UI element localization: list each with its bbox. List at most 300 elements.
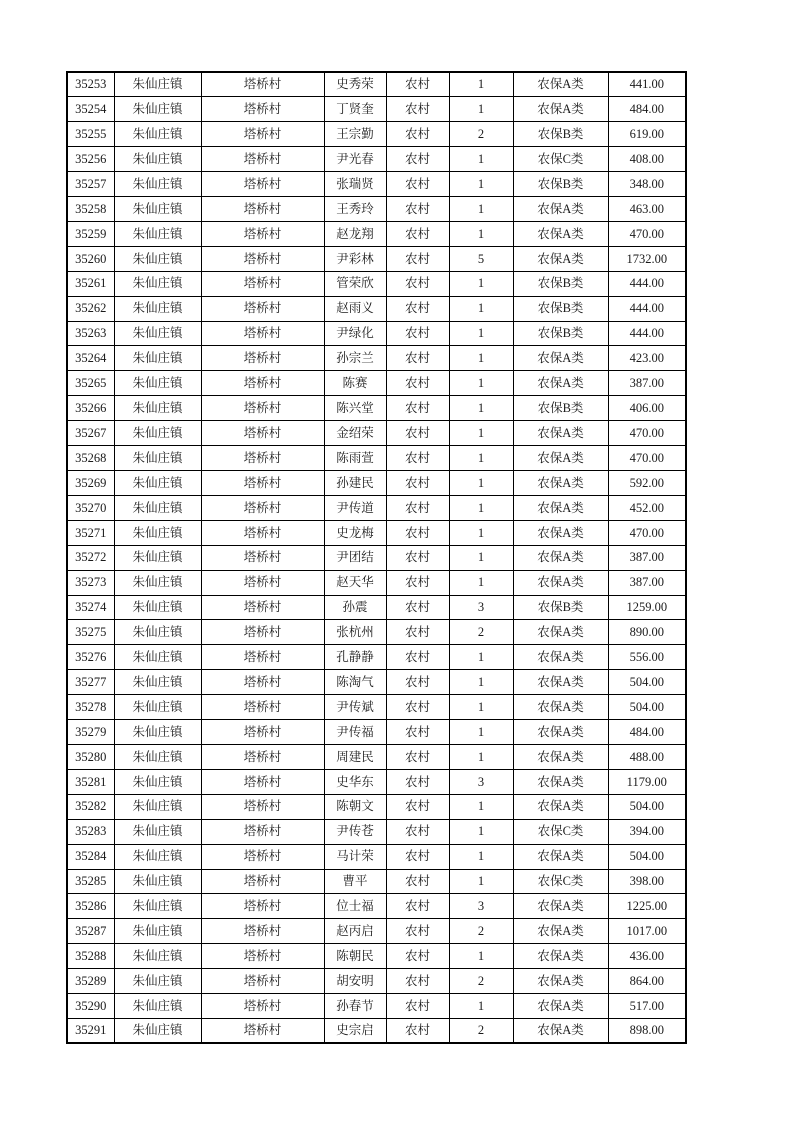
amount-cell: 1732.00 (608, 246, 686, 271)
record-id-cell: 35259 (67, 221, 114, 246)
town-cell: 朱仙庄镇 (114, 421, 201, 446)
person-count-cell: 1 (449, 819, 513, 844)
record-id-cell: 35285 (67, 869, 114, 894)
insurance-category-cell: 农保A类 (513, 471, 608, 496)
person-count-cell: 3 (449, 769, 513, 794)
town-cell: 朱仙庄镇 (114, 197, 201, 222)
person-count-cell: 1 (449, 869, 513, 894)
town-cell: 朱仙庄镇 (114, 471, 201, 496)
household-type-cell: 农村 (386, 446, 449, 471)
household-type-cell: 农村 (386, 271, 449, 296)
record-id-cell: 35277 (67, 670, 114, 695)
person-count-cell: 1 (449, 720, 513, 745)
person-name-cell: 管荣欣 (324, 271, 386, 296)
person-name-cell: 孔静静 (324, 645, 386, 670)
household-type-cell: 农村 (386, 769, 449, 794)
person-name-cell: 尹传苍 (324, 819, 386, 844)
insurance-category-cell: 农保B类 (513, 122, 608, 147)
village-cell: 塔桥村 (201, 197, 324, 222)
amount-cell: 387.00 (608, 545, 686, 570)
person-count-cell: 1 (449, 97, 513, 122)
record-id-cell: 35276 (67, 645, 114, 670)
person-name-cell: 史宗启 (324, 1018, 386, 1043)
table-row (67, 545, 686, 570)
insurance-category-cell: 农保A类 (513, 495, 608, 520)
village-cell: 塔桥村 (201, 421, 324, 446)
village-cell: 塔桥村 (201, 72, 324, 97)
person-count-cell: 1 (449, 994, 513, 1019)
amount-cell: 408.00 (608, 147, 686, 172)
village-cell: 塔桥村 (201, 321, 324, 346)
table-row (67, 221, 686, 246)
household-type-cell: 农村 (386, 296, 449, 321)
household-type-cell: 农村 (386, 122, 449, 147)
record-id-cell: 35257 (67, 172, 114, 197)
person-count-cell: 1 (449, 695, 513, 720)
record-id-cell: 35269 (67, 471, 114, 496)
person-name-cell: 金绍荣 (324, 421, 386, 446)
village-cell: 塔桥村 (201, 545, 324, 570)
table-row (67, 197, 686, 222)
household-type-cell: 农村 (386, 147, 449, 172)
amount-cell: 488.00 (608, 744, 686, 769)
insurance-category-cell: 农保A类 (513, 969, 608, 994)
town-cell: 朱仙庄镇 (114, 371, 201, 396)
household-type-cell: 农村 (386, 969, 449, 994)
person-count-cell: 3 (449, 595, 513, 620)
household-type-cell: 农村 (386, 794, 449, 819)
household-type-cell: 农村 (386, 246, 449, 271)
town-cell: 朱仙庄镇 (114, 72, 201, 97)
record-id-cell: 35286 (67, 894, 114, 919)
insurance-category-cell: 农保A类 (513, 919, 608, 944)
person-count-cell: 2 (449, 620, 513, 645)
amount-cell: 387.00 (608, 570, 686, 595)
amount-cell: 556.00 (608, 645, 686, 670)
village-cell: 塔桥村 (201, 969, 324, 994)
village-cell: 塔桥村 (201, 471, 324, 496)
village-cell: 塔桥村 (201, 670, 324, 695)
amount-cell: 441.00 (608, 72, 686, 97)
household-type-cell: 农村 (386, 844, 449, 869)
village-cell: 塔桥村 (201, 396, 324, 421)
record-id-cell: 35256 (67, 147, 114, 172)
record-id-cell: 35271 (67, 520, 114, 545)
record-id-cell: 35280 (67, 744, 114, 769)
table-row (67, 321, 686, 346)
record-id-cell: 35283 (67, 819, 114, 844)
village-cell: 塔桥村 (201, 695, 324, 720)
insurance-category-cell: 农保A类 (513, 197, 608, 222)
town-cell: 朱仙庄镇 (114, 495, 201, 520)
person-count-cell: 3 (449, 894, 513, 919)
table-row (67, 246, 686, 271)
person-count-cell: 5 (449, 246, 513, 271)
household-type-cell: 农村 (386, 321, 449, 346)
village-cell: 塔桥村 (201, 894, 324, 919)
town-cell: 朱仙庄镇 (114, 645, 201, 670)
insurance-category-cell: 农保C类 (513, 869, 608, 894)
person-name-cell: 史华东 (324, 769, 386, 794)
amount-cell: 463.00 (608, 197, 686, 222)
village-cell: 塔桥村 (201, 221, 324, 246)
person-name-cell: 孙建民 (324, 471, 386, 496)
insurance-category-cell: 农保A类 (513, 221, 608, 246)
insurance-category-cell: 农保A类 (513, 570, 608, 595)
household-type-cell: 农村 (386, 645, 449, 670)
amount-cell: 436.00 (608, 944, 686, 969)
household-type-cell: 农村 (386, 944, 449, 969)
village-cell: 塔桥村 (201, 147, 324, 172)
table-row (67, 570, 686, 595)
person-name-cell: 孙宗兰 (324, 346, 386, 371)
person-count-cell: 1 (449, 570, 513, 595)
village-cell: 塔桥村 (201, 246, 324, 271)
table-row (67, 595, 686, 620)
pension-data-table (66, 71, 687, 1044)
insurance-category-cell: 农保A类 (513, 720, 608, 745)
person-count-cell: 1 (449, 371, 513, 396)
record-id-cell: 35281 (67, 769, 114, 794)
record-id-cell: 35253 (67, 72, 114, 97)
household-type-cell: 农村 (386, 595, 449, 620)
town-cell: 朱仙庄镇 (114, 545, 201, 570)
amount-cell: 348.00 (608, 172, 686, 197)
insurance-category-cell: 农保A类 (513, 620, 608, 645)
village-cell: 塔桥村 (201, 744, 324, 769)
household-type-cell: 农村 (386, 221, 449, 246)
town-cell: 朱仙庄镇 (114, 321, 201, 346)
table-row (67, 471, 686, 496)
person-name-cell: 张瑞贤 (324, 172, 386, 197)
amount-cell: 1225.00 (608, 894, 686, 919)
household-type-cell: 农村 (386, 72, 449, 97)
table-row (67, 844, 686, 869)
person-name-cell: 尹传斌 (324, 695, 386, 720)
table-row (67, 520, 686, 545)
person-name-cell: 尹传道 (324, 495, 386, 520)
record-id-cell: 35275 (67, 620, 114, 645)
table-row (67, 944, 686, 969)
household-type-cell: 农村 (386, 396, 449, 421)
insurance-category-cell: 农保B类 (513, 172, 608, 197)
person-name-cell: 孙震 (324, 595, 386, 620)
village-cell: 塔桥村 (201, 620, 324, 645)
table-row (67, 794, 686, 819)
town-cell: 朱仙庄镇 (114, 794, 201, 819)
town-cell: 朱仙庄镇 (114, 670, 201, 695)
household-type-cell: 农村 (386, 620, 449, 645)
record-id-cell: 35288 (67, 944, 114, 969)
town-cell: 朱仙庄镇 (114, 620, 201, 645)
record-id-cell: 35262 (67, 296, 114, 321)
insurance-category-cell: 农保A类 (513, 744, 608, 769)
amount-cell: 1017.00 (608, 919, 686, 944)
amount-cell: 470.00 (608, 520, 686, 545)
person-count-cell: 2 (449, 919, 513, 944)
table-row (67, 894, 686, 919)
record-id-cell: 35289 (67, 969, 114, 994)
town-cell: 朱仙庄镇 (114, 894, 201, 919)
town-cell: 朱仙庄镇 (114, 271, 201, 296)
insurance-category-cell: 农保A类 (513, 371, 608, 396)
town-cell: 朱仙庄镇 (114, 919, 201, 944)
village-cell: 塔桥村 (201, 819, 324, 844)
insurance-category-cell: 农保A类 (513, 246, 608, 271)
person-count-cell: 1 (449, 321, 513, 346)
person-count-cell: 1 (449, 421, 513, 446)
person-count-cell: 2 (449, 1018, 513, 1043)
amount-cell: 470.00 (608, 221, 686, 246)
amount-cell: 394.00 (608, 819, 686, 844)
person-name-cell: 王秀玲 (324, 197, 386, 222)
person-name-cell: 胡安明 (324, 969, 386, 994)
record-id-cell: 35263 (67, 321, 114, 346)
person-count-cell: 1 (449, 520, 513, 545)
insurance-category-cell: 农保C类 (513, 819, 608, 844)
town-cell: 朱仙庄镇 (114, 97, 201, 122)
table-row (67, 421, 686, 446)
insurance-category-cell: 农保B类 (513, 296, 608, 321)
record-id-cell: 35274 (67, 595, 114, 620)
amount-cell: 484.00 (608, 720, 686, 745)
town-cell: 朱仙庄镇 (114, 570, 201, 595)
amount-cell: 504.00 (608, 794, 686, 819)
record-id-cell: 35266 (67, 396, 114, 421)
person-count-cell: 1 (449, 645, 513, 670)
household-type-cell: 农村 (386, 545, 449, 570)
town-cell: 朱仙庄镇 (114, 446, 201, 471)
table-row (67, 122, 686, 147)
person-name-cell: 陈雨萱 (324, 446, 386, 471)
insurance-category-cell: 农保A类 (513, 894, 608, 919)
person-name-cell: 尹绿化 (324, 321, 386, 346)
person-count-cell: 1 (449, 396, 513, 421)
person-count-cell: 1 (449, 744, 513, 769)
record-id-cell: 35264 (67, 346, 114, 371)
amount-cell: 517.00 (608, 994, 686, 1019)
insurance-category-cell: 农保B类 (513, 595, 608, 620)
town-cell: 朱仙庄镇 (114, 744, 201, 769)
household-type-cell: 农村 (386, 570, 449, 595)
amount-cell: 890.00 (608, 620, 686, 645)
table-row (67, 271, 686, 296)
household-type-cell: 农村 (386, 197, 449, 222)
town-cell: 朱仙庄镇 (114, 720, 201, 745)
person-name-cell: 尹彩林 (324, 246, 386, 271)
town-cell: 朱仙庄镇 (114, 994, 201, 1019)
village-cell: 塔桥村 (201, 446, 324, 471)
amount-cell: 423.00 (608, 346, 686, 371)
person-count-cell: 1 (449, 197, 513, 222)
table-row (67, 819, 686, 844)
village-cell: 塔桥村 (201, 172, 324, 197)
town-cell: 朱仙庄镇 (114, 819, 201, 844)
household-type-cell: 农村 (386, 172, 449, 197)
amount-cell: 470.00 (608, 446, 686, 471)
household-type-cell: 农村 (386, 421, 449, 446)
town-cell: 朱仙庄镇 (114, 396, 201, 421)
insurance-category-cell: 农保B类 (513, 271, 608, 296)
table-row (67, 495, 686, 520)
person-count-cell: 1 (449, 346, 513, 371)
town-cell: 朱仙庄镇 (114, 1018, 201, 1043)
insurance-category-cell: 农保A类 (513, 1018, 608, 1043)
amount-cell: 470.00 (608, 421, 686, 446)
record-id-cell: 35258 (67, 197, 114, 222)
person-name-cell: 陈朝文 (324, 794, 386, 819)
person-name-cell: 尹光春 (324, 147, 386, 172)
table-row (67, 371, 686, 396)
town-cell: 朱仙庄镇 (114, 844, 201, 869)
person-name-cell: 赵天华 (324, 570, 386, 595)
amount-cell: 387.00 (608, 371, 686, 396)
village-cell: 塔桥村 (201, 122, 324, 147)
village-cell: 塔桥村 (201, 919, 324, 944)
person-count-cell: 1 (449, 271, 513, 296)
table-row (67, 869, 686, 894)
village-cell: 塔桥村 (201, 794, 324, 819)
household-type-cell: 农村 (386, 869, 449, 894)
village-cell: 塔桥村 (201, 296, 324, 321)
record-id-cell: 35260 (67, 246, 114, 271)
village-cell: 塔桥村 (201, 769, 324, 794)
amount-cell: 1259.00 (608, 595, 686, 620)
household-type-cell: 农村 (386, 720, 449, 745)
village-cell: 塔桥村 (201, 346, 324, 371)
person-name-cell: 周建民 (324, 744, 386, 769)
table-row (67, 72, 686, 97)
record-id-cell: 35287 (67, 919, 114, 944)
town-cell: 朱仙庄镇 (114, 944, 201, 969)
insurance-category-cell: 农保A类 (513, 545, 608, 570)
insurance-category-cell: 农保A类 (513, 72, 608, 97)
village-cell: 塔桥村 (201, 844, 324, 869)
household-type-cell: 农村 (386, 471, 449, 496)
village-cell: 塔桥村 (201, 97, 324, 122)
town-cell: 朱仙庄镇 (114, 221, 201, 246)
person-name-cell: 赵雨义 (324, 296, 386, 321)
person-count-cell: 2 (449, 122, 513, 147)
person-count-cell: 1 (449, 794, 513, 819)
village-cell: 塔桥村 (201, 520, 324, 545)
person-count-cell: 1 (449, 72, 513, 97)
person-count-cell: 1 (449, 844, 513, 869)
person-name-cell: 陈朝民 (324, 944, 386, 969)
record-id-cell: 35290 (67, 994, 114, 1019)
table-row (67, 296, 686, 321)
person-name-cell: 史秀荣 (324, 72, 386, 97)
person-name-cell: 曹平 (324, 869, 386, 894)
person-name-cell: 位士福 (324, 894, 386, 919)
table-row (67, 919, 686, 944)
person-count-cell: 1 (449, 221, 513, 246)
person-count-cell: 1 (449, 670, 513, 695)
table-row (67, 172, 686, 197)
household-type-cell: 农村 (386, 1018, 449, 1043)
table-row (67, 769, 686, 794)
insurance-category-cell: 农保B类 (513, 321, 608, 346)
town-cell: 朱仙庄镇 (114, 969, 201, 994)
amount-cell: 504.00 (608, 670, 686, 695)
record-id-cell: 35267 (67, 421, 114, 446)
village-cell: 塔桥村 (201, 570, 324, 595)
insurance-category-cell: 农保A类 (513, 446, 608, 471)
record-id-cell: 35265 (67, 371, 114, 396)
table-row (67, 1018, 686, 1043)
household-type-cell: 农村 (386, 744, 449, 769)
town-cell: 朱仙庄镇 (114, 172, 201, 197)
insurance-category-cell: 农保A类 (513, 794, 608, 819)
person-name-cell: 丁贤奎 (324, 97, 386, 122)
table-row (67, 720, 686, 745)
amount-cell: 504.00 (608, 695, 686, 720)
table-row (67, 620, 686, 645)
household-type-cell: 农村 (386, 670, 449, 695)
table-row (67, 695, 686, 720)
table-row (67, 346, 686, 371)
town-cell: 朱仙庄镇 (114, 346, 201, 371)
household-type-cell: 农村 (386, 819, 449, 844)
record-id-cell: 35282 (67, 794, 114, 819)
record-id-cell: 35279 (67, 720, 114, 745)
village-cell: 塔桥村 (201, 1018, 324, 1043)
amount-cell: 444.00 (608, 296, 686, 321)
town-cell: 朱仙庄镇 (114, 122, 201, 147)
person-count-cell: 1 (449, 545, 513, 570)
table-row (67, 744, 686, 769)
amount-cell: 452.00 (608, 495, 686, 520)
table-row (67, 97, 686, 122)
insurance-category-cell: 农保C类 (513, 147, 608, 172)
household-type-cell: 农村 (386, 994, 449, 1019)
village-cell: 塔桥村 (201, 495, 324, 520)
insurance-category-cell: 农保A类 (513, 97, 608, 122)
town-cell: 朱仙庄镇 (114, 520, 201, 545)
insurance-category-cell: 农保A类 (513, 670, 608, 695)
village-cell: 塔桥村 (201, 595, 324, 620)
person-name-cell: 张杭州 (324, 620, 386, 645)
village-cell: 塔桥村 (201, 944, 324, 969)
person-count-cell: 1 (449, 446, 513, 471)
table-row (67, 969, 686, 994)
person-count-cell: 1 (449, 147, 513, 172)
village-cell: 塔桥村 (201, 869, 324, 894)
amount-cell: 444.00 (608, 271, 686, 296)
person-name-cell: 尹团结 (324, 545, 386, 570)
person-count-cell: 2 (449, 969, 513, 994)
record-id-cell: 35254 (67, 97, 114, 122)
record-id-cell: 35272 (67, 545, 114, 570)
amount-cell: 504.00 (608, 844, 686, 869)
town-cell: 朱仙庄镇 (114, 246, 201, 271)
village-cell: 塔桥村 (201, 994, 324, 1019)
insurance-category-cell: 农保A类 (513, 520, 608, 545)
insurance-category-cell: 农保A类 (513, 695, 608, 720)
person-name-cell: 尹传福 (324, 720, 386, 745)
person-name-cell: 赵丙启 (324, 919, 386, 944)
table-row (67, 396, 686, 421)
town-cell: 朱仙庄镇 (114, 595, 201, 620)
village-cell: 塔桥村 (201, 645, 324, 670)
record-id-cell: 35291 (67, 1018, 114, 1043)
table-row (67, 994, 686, 1019)
record-id-cell: 35261 (67, 271, 114, 296)
town-cell: 朱仙庄镇 (114, 147, 201, 172)
person-count-cell: 1 (449, 296, 513, 321)
household-type-cell: 农村 (386, 919, 449, 944)
person-name-cell: 陈淘气 (324, 670, 386, 695)
